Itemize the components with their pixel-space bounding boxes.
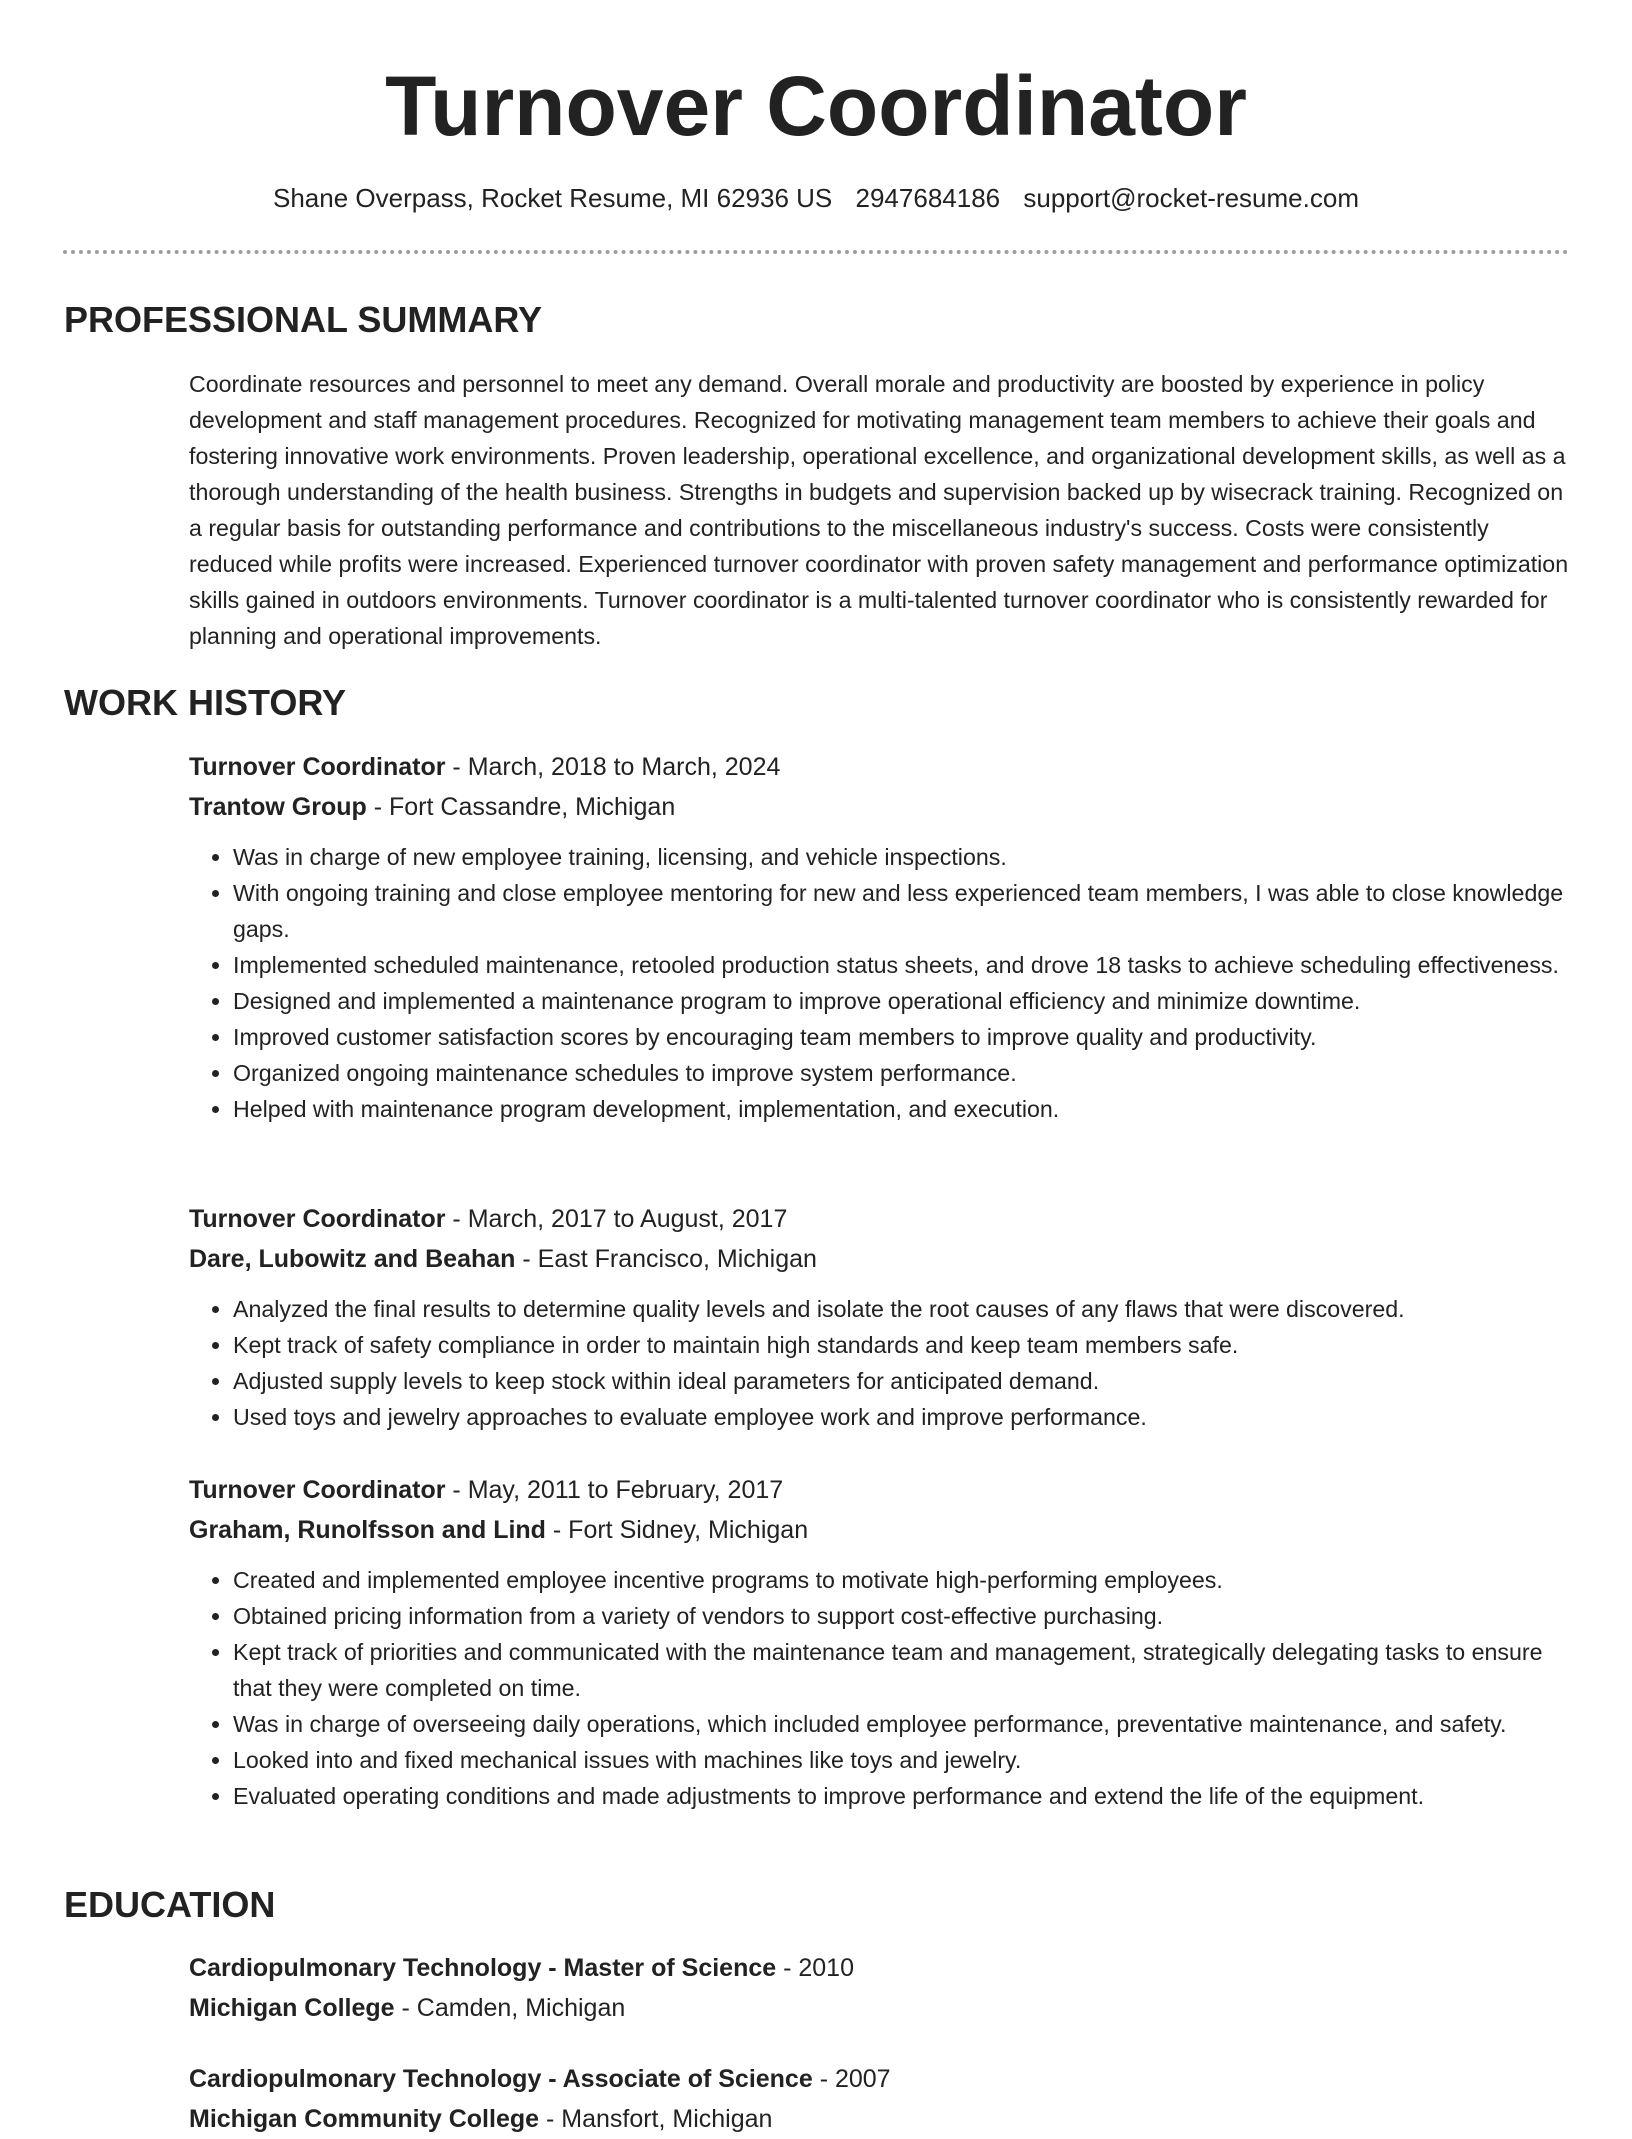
contact-email: support@rocket-resume.com xyxy=(1023,183,1359,213)
job-entry xyxy=(189,1470,1569,1814)
degree-line xyxy=(189,2059,1569,2099)
job-bullet: • Designed and implemented a maintenance program to improve operational efficiency and minimize downtime. xyxy=(233,983,1569,1019)
job-title-line xyxy=(189,1470,1569,1510)
job-entry xyxy=(189,747,1569,1127)
job-company: Graham, Runolfsson and Lind xyxy=(189,1516,546,1544)
degree-year: - 2010 xyxy=(776,1954,854,1982)
school-location: - Mansfort, Michigan xyxy=(539,2105,773,2133)
job-bullet: • Looked into and fixed mechanical issues with machines like toys and jewelry. xyxy=(233,1742,1569,1778)
education-entry xyxy=(189,2059,1569,2139)
degree-year: - 2007 xyxy=(812,2065,891,2093)
job-bullet: • Kept track of safety compliance in order to maintain high standards and keep team members safe. xyxy=(233,1327,1569,1363)
job-bullet: • Improved customer satisfaction scores by encouraging team members to improve quality and productivity. xyxy=(233,1019,1569,1055)
job-location: - East Francisco, Michigan xyxy=(515,1245,817,1273)
education-entry xyxy=(189,1948,1569,2028)
job-company: Dare, Lubowitz and Beahan xyxy=(189,1245,516,1273)
school-line xyxy=(189,2099,1569,2139)
job-title-line xyxy=(189,747,1569,787)
job-bullet: • Was in charge of new employee training, licensing, and vehicle inspections. xyxy=(233,839,1569,875)
job-bullet: • Organized ongoing maintenance schedules to improve system performance. xyxy=(233,1055,1569,1091)
job-company-line xyxy=(189,1239,1569,1279)
job-title: Turnover Coordinator xyxy=(189,753,446,781)
job-company: Trantow Group xyxy=(189,793,367,821)
contact-address: Shane Overpass, Rocket Resume, MI 62936 US xyxy=(273,183,833,213)
job-bullet: • Analyzed the final results to determine quality levels and isolate the root causes of any flaws that were discovered. xyxy=(233,1291,1569,1327)
school-name: Michigan College xyxy=(189,1994,395,2022)
job-bullet: • Adjusted supply levels to keep stock within ideal parameters for anticipated demand. xyxy=(233,1363,1569,1399)
contact-phone: 2947684186 xyxy=(855,183,1001,213)
school-location: - Camden, Michigan xyxy=(394,1994,626,2022)
job-location: - Fort Sidney, Michigan xyxy=(545,1516,809,1544)
job-bullets xyxy=(189,1562,1569,1814)
job-bullet: • Obtained pricing information from a variety of vendors to support cost-effective purchasing. xyxy=(233,1598,1569,1634)
job-title: Turnover Coordinator xyxy=(189,1205,446,1233)
degree-line xyxy=(189,1948,1569,1988)
job-bullet: • Evaluated operating conditions and made adjustments to improve performance and extend the life of the equipment. xyxy=(233,1778,1569,1814)
job-bullet: • Implemented scheduled maintenance, retooled production status sheets, and drove 18 tasks to achieve scheduling effectiveness. xyxy=(233,947,1569,983)
job-bullet: • Helped with maintenance program development, implementation, and execution. xyxy=(233,1091,1569,1127)
job-location: - Fort Cassandre, Michigan xyxy=(366,793,676,821)
job-dates: - March, 2018 to March, 2024 xyxy=(445,753,781,781)
job-bullets xyxy=(189,839,1569,1127)
job-bullet: • With ongoing training and close employee mentoring for new and less experienced team members, I was able to close knowledge gaps. xyxy=(233,875,1569,947)
job-bullet: • Created and implemented employee incentive programs to motivate high-performing employees. xyxy=(233,1562,1569,1598)
job-bullet: • Kept track of priorities and communicated with the maintenance team and management, strategically delegating tasks to ensure that they were completed on time. xyxy=(233,1634,1569,1706)
degree-name: Cardiopulmonary Technology - Associate of Science xyxy=(189,2065,813,2093)
job-dates: - March, 2017 to August, 2017 xyxy=(445,1205,788,1233)
job-title: Turnover Coordinator xyxy=(189,1476,446,1504)
school-line xyxy=(189,1988,1569,2028)
job-entry xyxy=(189,1199,1569,1435)
contact-line xyxy=(0,181,1632,215)
job-dates: - May, 2011 to February, 2017 xyxy=(445,1476,784,1504)
job-title-line xyxy=(189,1199,1569,1239)
work-history-heading: WORK HISTORY xyxy=(64,682,347,723)
school-name: Michigan Community College xyxy=(189,2105,540,2133)
summary-heading: PROFESSIONAL SUMMARY xyxy=(64,299,543,340)
resume-title: Turnover Coordinator xyxy=(385,59,1247,153)
summary-text: Coordinate resources and personnel to meet any demand. Overall morale and productivity are boosted by experience in policy development and staff management procedures. Recognized for motivating management team members to achieve their goals and fostering innovative work environments. Proven leadership, operational excellence, and organizational development skills, as well as a thorough understanding of the health business. Strengths in budgets and supervision backed up by wisecrack training. Recognized on a regular basis for outstanding performance and contributions to the miscellaneous industry's success. Costs were consistently reduced while profits were increased. Experienced turnover coordinator with proven safety management and performance optimization skills gained in outdoors environments. Turnover coordinator is a multi-talented turnover coordinator who is consistently rewarded for planning and operational improvements. xyxy=(189,371,1569,649)
job-bullet: • Used toys and jewelry approaches to evaluate employee work and improve performance. xyxy=(233,1399,1569,1435)
degree-name: Cardiopulmonary Technology - Master of Science xyxy=(189,1954,777,1982)
education-heading: EDUCATION xyxy=(64,1884,276,1925)
job-bullets xyxy=(189,1291,1569,1435)
header-divider xyxy=(63,250,1569,254)
job-company-line xyxy=(189,1510,1569,1550)
job-bullet: • Was in charge of overseeing daily operations, which included employee performance, preventative maintenance, and safety. xyxy=(233,1706,1569,1742)
job-company-line xyxy=(189,787,1569,827)
